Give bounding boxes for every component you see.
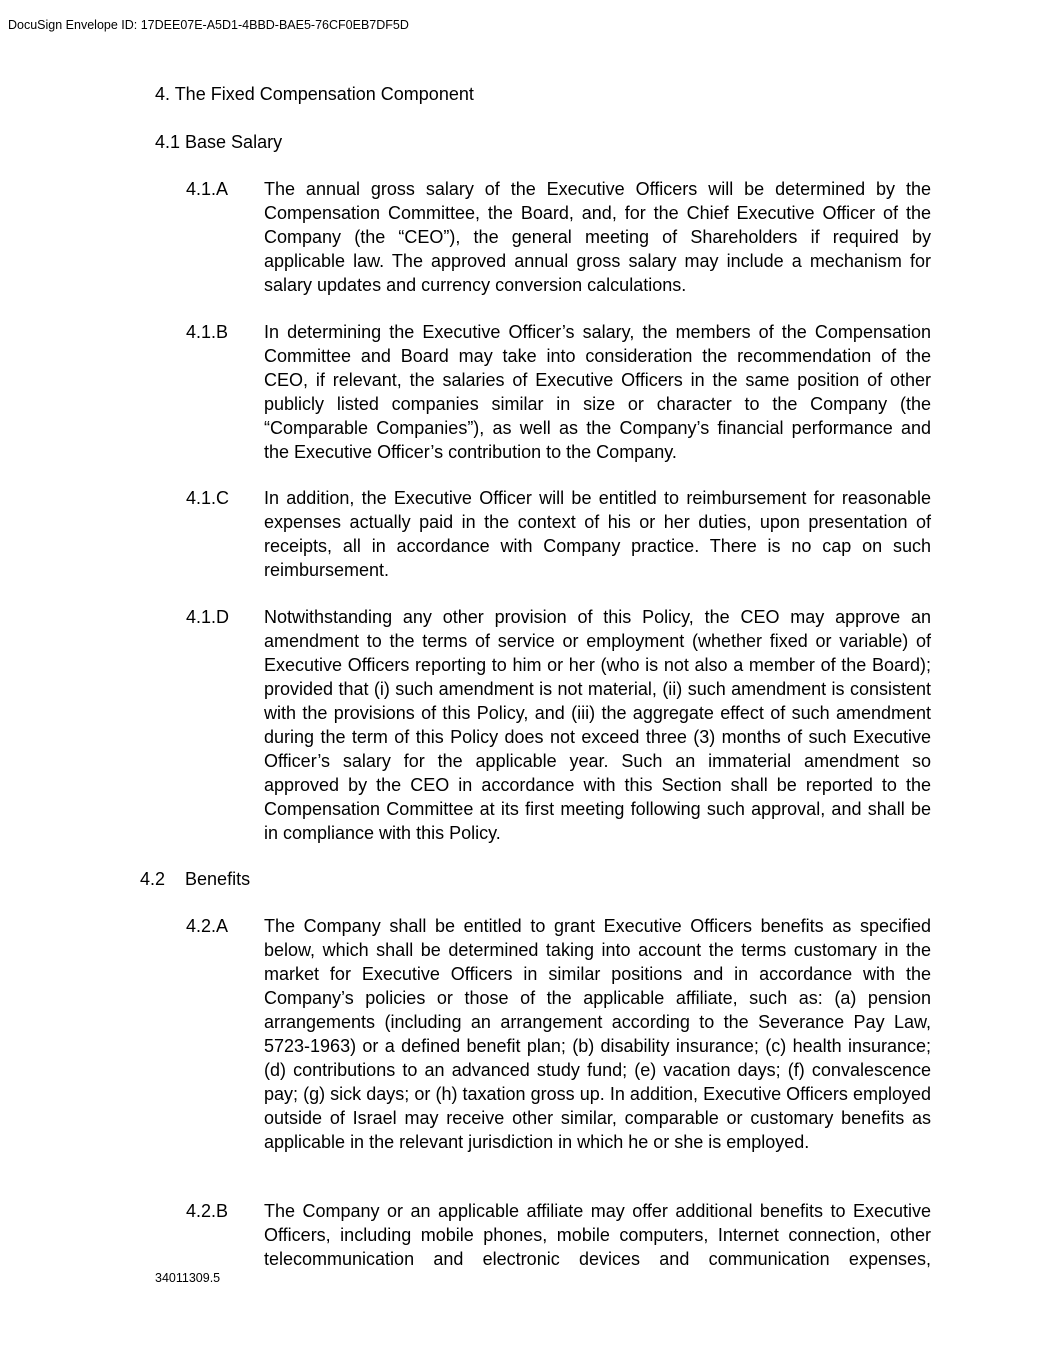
paragraph-4-2-a — [186, 914, 931, 1154]
paragraph-text: In determining the Executive Officer’s salary, the members of the Compensation Committee and Board may take into consideration the recommendation of the CEO, if relevant, the salaries of Executive Officers in the same position of other publicly listed companies similar in size or character to the Company (the “Comparable Companies”), as well as the Company’s financial performance and the Executive Officer’s contribution to the Company. — [264, 322, 931, 462]
paragraph-number: 4.1.D — [186, 607, 230, 627]
paragraph-number: 4.1.A — [186, 179, 229, 199]
paragraph-4-1-b — [186, 320, 931, 464]
document-number: 34011309.5 — [155, 1271, 221, 1285]
paragraph-number: 4.1.C — [186, 488, 230, 508]
paragraph-number: 4.2.B — [186, 1201, 229, 1221]
paragraph-text: The Company shall be entitled to grant Executive Officers benefits as specified below, which shall be determined taking into account the terms customary in the market for Executive Officers in similar positions and in accordance with the Company’s policies or those of the applicable affiliate, such as: (a) pension arrangements (including an arrangement according to the Severance Pay Law, 5723-1963) or a defined benefit plan; (b) disability insurance; (c) health insurance; (d) contributions to an advanced study fund; (e) vacation days; (f) convalescence pay; (g) sick days; or (h) taxation gross up. In addition, Executive Officers employed outside of Israel may receive other similar, comparable or customary benefits as applicable in the relevant jurisdiction in which he or she is employed. — [264, 916, 931, 1152]
paragraph-number: 4.2.A — [186, 916, 229, 936]
envelope-id: DocuSign Envelope ID: 17DEE07E-A5D1-4BBD-BAE5-76CF0EB7DF5D — [8, 18, 409, 32]
paragraph-4-1-c — [186, 486, 931, 582]
paragraph-4-1-a — [186, 177, 931, 297]
paragraph-4-1-d — [186, 605, 931, 845]
benefits-title: 4.2 Benefits — [140, 869, 251, 889]
base-salary-title: 4.1 Base Salary — [155, 132, 283, 152]
paragraph-text: Notwithstanding any other provision of this Policy, the CEO may approve an amendment to the terms of service or employment (whether fixed or variable) of Executive Officers reporting to him or her (who is not also a member of the Board); provided that (i) such amendment is not material, (ii) such amendment is consistent with the provisions of this Policy, and (iii) the aggregate effect of such amendment during the term of this Policy does not exceed three (3) months of such Executive Officer’s salary for the applicable year. Such an immaterial amendment so approved by the CEO in accordance with this Section shall be reported to the Compensation Committee at its first meeting following such approval, and shall be in compliance with this Policy. — [264, 607, 931, 843]
paragraph-4-2-b — [186, 1199, 931, 1271]
paragraph-text: In addition, the Executive Officer will be entitled to reimbursement for reasonable expenses actually paid in the context of his or her duties, upon presentation of receipts, all in accordance with Company practice. There is no cap on such reimbursement. — [264, 488, 931, 580]
paragraph-text: The annual gross salary of the Executive Officers will be determined by the Compensation Committee, the Board, and, for the Chief Executive Officer of the Company (the “CEO”), the general meeting of Shareholders if required by applicable law. The approved annual gross salary may include a mechanism for salary updates and currency conversion calculations. — [264, 179, 931, 295]
paragraph-number: 4.1.B — [186, 322, 229, 342]
section-title: 4. The Fixed Compensation Component — [155, 84, 474, 104]
paragraph-text: The Company or an applicable affiliate may offer additional benefits to Executive Officers, including mobile phones, mobile computers, Internet connection, other telecommunication and electronic devices and communication expenses, — [264, 1201, 931, 1269]
